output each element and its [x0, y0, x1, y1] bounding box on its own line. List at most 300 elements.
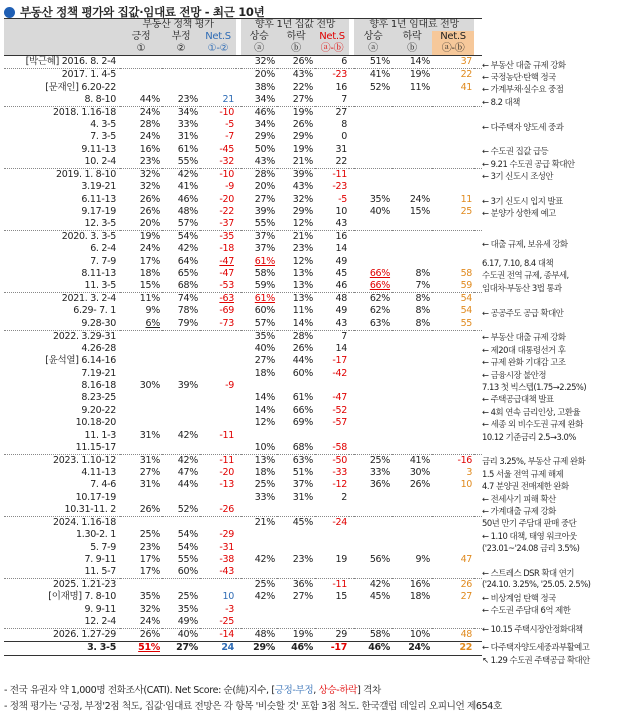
cell-5: 10	[335, 205, 348, 217]
bullet-dot-icon	[4, 7, 15, 18]
row-date: 2019. 1. 8-10	[4, 168, 120, 181]
annotation-note: 1.5 서울 전역 규제 해제	[482, 468, 564, 479]
cell-8	[432, 392, 474, 404]
cell-8	[432, 541, 474, 553]
cell-2: -29	[219, 529, 234, 541]
cell-0: 9%	[145, 305, 160, 317]
table-row	[4, 380, 482, 392]
cell-8	[432, 429, 474, 441]
cell-1	[162, 417, 200, 429]
cell-7: 26%	[409, 479, 431, 491]
cell-1	[162, 343, 200, 355]
cell-0: 20%	[139, 218, 160, 230]
cell-8	[432, 566, 474, 579]
row-date: 11. 3-5	[84, 280, 116, 292]
table-row	[4, 206, 482, 218]
cell-5: -33	[332, 467, 348, 478]
cell-6	[354, 181, 392, 193]
annotation-note: 4.7 분양권 전매제한 완화	[482, 481, 569, 492]
row-date: 7.19-21	[81, 367, 116, 379]
table-row	[4, 492, 482, 504]
cell-8	[432, 604, 474, 616]
table-row	[4, 305, 482, 317]
cell-8: -16	[432, 454, 474, 467]
cell-3: 29%	[241, 641, 277, 655]
cell-7: 7%	[415, 280, 431, 292]
cell-1	[162, 330, 200, 343]
cell-4: 43%	[277, 69, 315, 82]
cell-8	[432, 94, 474, 107]
cell-5: -12	[332, 479, 348, 491]
cell-6	[354, 417, 392, 429]
cell-0	[120, 69, 162, 82]
cell-8	[432, 181, 474, 193]
cell-3: 35%	[241, 330, 277, 343]
row-date: 3.19-21	[81, 181, 116, 193]
cell-7: 18%	[409, 591, 431, 603]
table-row	[4, 367, 482, 379]
cell-2	[200, 367, 236, 379]
cell-4: 26%	[292, 342, 313, 354]
cell-4: 31%	[292, 491, 313, 503]
cell-0: 44%	[139, 93, 160, 105]
cell-3: 20%	[254, 181, 275, 193]
cell-8: 41	[460, 81, 473, 93]
cell-8: 47	[460, 553, 473, 565]
annotation-note: ← 국정농단·탄핵 정국	[482, 71, 556, 82]
col-header-6: 상승	[354, 31, 392, 43]
cell-1: 46%	[177, 193, 198, 205]
cell-4: 26%	[292, 118, 313, 130]
annotation-note: ← 1.10 대책, 태영 워크아웃	[482, 530, 577, 541]
cell-7: 14%	[409, 56, 431, 68]
cell-8: 22	[432, 69, 474, 82]
cell-1: 39%	[177, 380, 198, 392]
cell-0: 26%	[120, 628, 162, 641]
cell-6	[354, 541, 392, 553]
cell-8	[432, 529, 474, 541]
cell-0: 23%	[139, 155, 160, 167]
cell-1	[162, 367, 200, 379]
cell-7: 10%	[392, 628, 432, 641]
cell-0: 28%	[139, 118, 160, 130]
cell-3: 60%	[254, 305, 275, 317]
cell-6	[354, 442, 392, 455]
cell-8	[432, 442, 474, 455]
cell-6	[354, 94, 392, 107]
cell-4: 13%	[292, 280, 313, 292]
cell-1: 23%	[177, 93, 198, 105]
cell-2: -7	[225, 131, 234, 143]
cell-0: 15%	[139, 280, 160, 292]
table-row	[4, 355, 482, 367]
cell-6: 62%	[354, 293, 392, 306]
annotation-note: ← 금융시장 불안정	[482, 369, 546, 380]
cell-6	[354, 243, 392, 255]
footnote-1: - 전국 유권자 약 1,000명 전화조사(CATI). Net Score: 순(純)지수, [긍정-부정, 상승-하락] 격차	[4, 685, 381, 696]
cell-5: 14	[335, 243, 348, 255]
cell-5: 49	[335, 255, 348, 267]
cell-7	[392, 168, 432, 181]
row-date: 10.18-20	[75, 417, 116, 429]
row-date: 11.15-17	[75, 441, 116, 453]
cell-7: 9%	[415, 553, 431, 565]
cell-4: 32%	[292, 193, 313, 205]
annotation-note: 수도권 전역 규제, 종부세,	[482, 270, 569, 281]
cell-8: 54	[432, 293, 474, 306]
cell-2	[200, 516, 236, 529]
cell-6: 56%	[369, 553, 391, 565]
cell-2: -25	[219, 615, 234, 627]
cell-8: 10	[460, 479, 473, 491]
cell-2: -35	[200, 231, 236, 244]
cell-1: 54%	[177, 541, 198, 553]
cell-3: 61%	[241, 293, 277, 306]
cell-2	[200, 492, 236, 504]
cell-5	[315, 616, 349, 629]
cell-6	[354, 131, 392, 143]
cell-0: 35%	[139, 591, 160, 603]
cell-6	[354, 106, 392, 119]
cell-4	[277, 529, 315, 541]
cell-6: 45%	[369, 591, 391, 603]
cell-6: 42%	[354, 579, 392, 592]
cell-7	[392, 529, 432, 541]
cell-3: 38%	[254, 81, 275, 93]
cell-3: 18%	[254, 467, 275, 478]
cell-6	[354, 231, 392, 244]
cell-3	[241, 566, 277, 579]
cell-2: -9	[225, 380, 234, 392]
annotation-note: ← 분양가 상한제 예고	[482, 208, 556, 219]
table-row	[4, 268, 482, 280]
cell-8	[432, 231, 474, 244]
row-date: 2022. 3.29-31	[4, 330, 120, 343]
cell-1	[162, 516, 200, 529]
cell-7: 8%	[415, 268, 431, 280]
cell-8	[432, 330, 474, 343]
cell-3: 18%	[254, 367, 275, 379]
cell-1: 31%	[177, 131, 198, 143]
table-row	[4, 429, 482, 441]
cell-0: 17%	[139, 553, 160, 565]
cell-6	[354, 119, 392, 131]
cell-2: -14	[200, 628, 236, 641]
annotation-note: ← 공공주도 공급 확대안	[482, 307, 564, 318]
cell-4: 19%	[292, 143, 313, 155]
cell-3: 28%	[241, 168, 277, 181]
cell-1	[162, 405, 200, 417]
row-date: 8.23-25	[81, 392, 116, 404]
cell-1: 54%	[162, 231, 200, 244]
table-row	[4, 293, 482, 306]
cell-1: 42%	[162, 168, 200, 181]
row-date: 4.11-13	[81, 467, 116, 478]
cell-8: 37	[460, 56, 473, 68]
table-row	[4, 218, 482, 231]
col-header-5: Net.S	[315, 31, 349, 43]
cell-7	[392, 218, 432, 231]
row-date: 3. 3-5	[4, 641, 120, 655]
cell-5: 49	[335, 305, 348, 317]
cell-0	[120, 330, 162, 343]
cell-3: 34%	[254, 93, 275, 105]
cell-1: 64%	[177, 255, 198, 267]
col-header-4: 하락	[277, 31, 315, 43]
cell-4	[277, 504, 315, 517]
cell-3: 55%	[254, 218, 275, 230]
cell-6: 40%	[369, 205, 391, 217]
cell-7: 30%	[409, 467, 431, 478]
header-blank	[4, 19, 120, 32]
col-subheader-1: ②	[162, 43, 200, 56]
table-row	[4, 56, 482, 69]
annotation-note: ← 3기 신도시 입지 발표	[482, 195, 563, 206]
cell-4: 14%	[292, 317, 313, 329]
cell-3: 37%	[254, 243, 275, 255]
row-date: 9.11-13	[81, 143, 116, 155]
row-date: 11. 5-7	[84, 566, 116, 578]
cell-4: 13%	[292, 268, 313, 280]
cell-7	[392, 604, 432, 616]
cell-7: 8%	[392, 293, 432, 306]
row-date: 7. 7-9	[90, 255, 116, 267]
cell-2	[200, 392, 236, 404]
cell-5: -17	[315, 641, 349, 655]
annotation-note: ← 수도권 집값 급등	[482, 146, 549, 157]
cell-0: 25%	[139, 529, 160, 541]
row-date: 10.17-19	[75, 491, 116, 503]
table-row	[4, 616, 482, 629]
cell-1: 57%	[177, 218, 198, 230]
row-date: 6.11-13	[81, 193, 116, 205]
cell-7	[392, 442, 432, 455]
cell-5: 2	[341, 491, 348, 503]
cell-1: 55%	[177, 155, 198, 167]
cell-1: 44%	[177, 479, 198, 491]
cell-4	[277, 541, 315, 553]
table-row	[4, 106, 482, 119]
cell-3: 39%	[254, 205, 275, 217]
cell-1: 79%	[177, 317, 198, 329]
cell-5: 7	[315, 330, 349, 343]
row-date: 6.29- 7. 1	[73, 305, 116, 317]
annotation-note: ← 4회 연속 금리인상, 고환율	[482, 406, 581, 417]
cell-4: 27%	[292, 591, 313, 603]
col-subheader-2: ①-②	[200, 43, 236, 56]
row-date: 10.31-11. 2	[64, 503, 116, 515]
cell-3: 42%	[254, 553, 275, 565]
cell-4: 11%	[292, 305, 313, 317]
cell-3: 21%	[241, 516, 277, 529]
cell-7: 8%	[415, 305, 431, 317]
cell-0: 26%	[139, 193, 160, 205]
cell-6	[354, 392, 392, 404]
table-row	[4, 591, 482, 603]
cell-0: 32%	[120, 168, 162, 181]
annotation-note: ← 다주택자양도세중과부활예고	[482, 642, 590, 653]
cell-2	[200, 69, 236, 82]
cell-1: 47%	[177, 467, 198, 478]
cell-4: 12%	[292, 218, 313, 230]
cell-3: 27%	[254, 193, 275, 205]
cell-2	[200, 56, 236, 69]
annotation-note: ← 대출 규제, 보유세 강화	[482, 239, 568, 250]
cell-3: 46%	[241, 106, 277, 119]
cell-2	[200, 330, 236, 343]
cell-4: 12%	[292, 255, 313, 267]
cell-6: 33%	[369, 467, 391, 478]
row-date: 2024. 1.16-18	[4, 516, 120, 529]
cell-5: 14	[335, 342, 348, 354]
table-row	[4, 156, 482, 169]
cell-0: 32%	[139, 603, 160, 615]
cell-0: 26%	[139, 503, 160, 515]
cell-4: 60%	[292, 367, 313, 379]
cell-5: 22	[335, 155, 348, 167]
col-header-3: 상승	[241, 31, 277, 43]
cell-7	[392, 343, 432, 355]
data-table	[4, 18, 482, 656]
cell-2: -5	[225, 118, 234, 130]
cell-5	[315, 429, 349, 441]
cell-1: 41%	[177, 181, 198, 193]
row-date: 7. 3-5	[90, 131, 116, 143]
cell-4: 19%	[277, 106, 315, 119]
cell-4: 29%	[292, 205, 313, 217]
cell-6	[354, 380, 392, 392]
cell-0: 26%	[139, 205, 160, 217]
cell-6	[354, 218, 392, 231]
cell-4: 22%	[292, 81, 313, 93]
cell-8	[432, 380, 474, 392]
cell-5	[315, 604, 349, 616]
table-row	[4, 119, 482, 131]
cell-0	[120, 516, 162, 529]
cell-1: 34%	[162, 106, 200, 119]
row-date: 1.30-2. 1	[75, 529, 116, 541]
cell-4: 23%	[292, 553, 313, 565]
row-date: 4.26-28	[81, 342, 116, 354]
cell-5: -5	[338, 193, 348, 205]
cell-4	[277, 604, 315, 616]
cell-4: 45%	[277, 516, 315, 529]
cell-8	[432, 119, 474, 131]
cell-7	[392, 106, 432, 119]
annotation-note: 7.13 첫 빅스텝(1.75→2.25%)	[482, 381, 587, 392]
cell-5: 15	[335, 591, 348, 603]
footnote-2: - 정책 평가는 '긍정, 부정'2점 척도, 집값·임대료 전망은 각 항목 '비슷할 것' 포함 3점 척도. 한국갤럽 데일리 오피니언 제654호	[4, 701, 502, 712]
cell-0: 24%	[139, 131, 160, 143]
cell-5: 16	[315, 231, 349, 244]
table-row	[4, 231, 482, 244]
annotation-note: ← 수도권 주담대 6억 제한	[482, 605, 571, 616]
cell-5: 19	[335, 553, 348, 565]
col-header-2: Net.S	[200, 31, 236, 43]
cell-6: 51%	[369, 56, 391, 68]
cell-3	[241, 380, 277, 392]
cell-2	[200, 405, 236, 417]
table-row	[4, 442, 482, 455]
cell-3: 40%	[254, 342, 275, 354]
cell-7: 8%	[415, 317, 431, 329]
cell-7: 41%	[392, 454, 432, 467]
cell-1: 65%	[177, 268, 198, 280]
cell-3: 29%	[254, 131, 275, 143]
row-date: 4. 3-5	[90, 118, 116, 130]
table-row	[4, 280, 482, 293]
cell-2: -63	[200, 293, 236, 306]
cell-8: 55	[460, 317, 473, 329]
cell-2: -45	[219, 143, 234, 155]
cell-0: 24%	[120, 106, 162, 119]
cell-0	[120, 442, 162, 455]
cell-6: 66%	[369, 280, 391, 292]
cell-8	[432, 343, 474, 355]
cell-4: 63%	[277, 454, 315, 467]
cell-4: 21%	[292, 155, 313, 167]
annotation-note: ← 부동산 대출 규제 강화	[482, 332, 566, 343]
cell-5: 0	[341, 131, 348, 143]
cell-0: 24%	[139, 243, 160, 255]
cell-2	[200, 417, 236, 429]
cell-5	[315, 541, 349, 553]
cell-1	[162, 81, 200, 93]
cell-4: 39%	[277, 168, 315, 181]
cell-5: -52	[332, 404, 348, 416]
cell-6: 41%	[354, 69, 392, 82]
cell-6	[354, 429, 392, 441]
cell-6	[354, 156, 392, 169]
cell-0	[120, 367, 162, 379]
cell-8	[432, 417, 474, 429]
table-row	[4, 193, 482, 205]
cell-8: 54	[460, 305, 473, 317]
cell-6	[354, 566, 392, 579]
table-row	[4, 417, 482, 429]
row-date: 5. 7-9	[90, 541, 116, 553]
table-row	[4, 318, 482, 331]
cell-2: 21	[222, 93, 234, 105]
col-subheader-7: ⓑ	[392, 43, 432, 56]
cell-8	[432, 144, 474, 156]
cell-3	[241, 429, 277, 441]
cell-5: -17	[332, 355, 348, 367]
cell-3	[241, 529, 277, 541]
cell-8	[432, 492, 474, 504]
annotation-note: ← 가계대출 규제 강화	[482, 505, 556, 516]
cell-0	[120, 392, 162, 404]
cell-8	[432, 616, 474, 629]
cell-3: 37%	[241, 231, 277, 244]
cell-5: -57	[332, 417, 348, 429]
group-rent-header: 향후 1년 임대료 전망	[354, 19, 474, 32]
cell-0: 19%	[120, 231, 162, 244]
cell-0	[120, 81, 162, 93]
cell-3: 50%	[254, 143, 275, 155]
cell-4: 46%	[277, 641, 315, 655]
cell-3	[241, 616, 277, 629]
table-row	[4, 405, 482, 417]
cell-2: -31	[219, 541, 234, 553]
annotation-note: 10.12 기준금리 2.5→3.0%	[482, 431, 576, 442]
cell-2: -73	[219, 317, 234, 329]
row-date: 2017. 1. 4-5	[4, 69, 120, 82]
cell-2: -9	[225, 181, 234, 193]
cell-2: -37	[219, 218, 234, 230]
cell-8	[432, 504, 474, 517]
annotation-note: ('23.01~'24.08 금리 3.5%)	[482, 543, 580, 554]
